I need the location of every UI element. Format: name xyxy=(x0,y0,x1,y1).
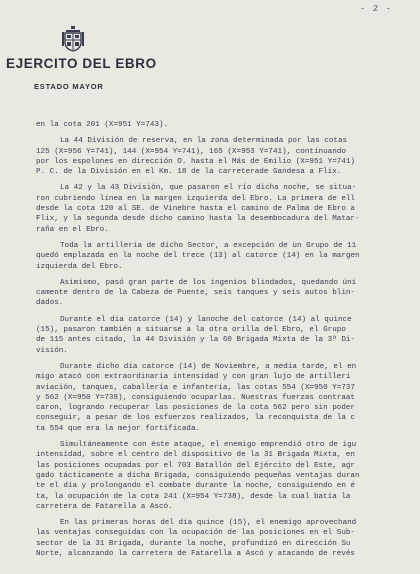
paragraph xyxy=(36,440,416,512)
text-line: por los espolones en dirección O. hasta el Más de Emilio (X=951 Y=741) xyxy=(36,157,355,166)
text-line: migo atacó con extraordinaria intensidad y con gran lujo de artilleri xyxy=(36,373,351,382)
text-line: ta, la ocupación de la cota 241 (X=954 Y=738), desde la cual batía la xyxy=(36,492,351,501)
letterhead-title: EJERCITO DEL EBRO xyxy=(6,56,157,71)
document-body xyxy=(36,120,416,559)
text-line: dados. xyxy=(36,299,64,308)
text-line: las ventajas conseguidas con la ocupación de las posiciones en el Sub- xyxy=(36,529,355,538)
text-line: Durante el día catorce (14) y lanoche del catorce (14) al quince xyxy=(60,315,352,324)
text-line: gado tácticamente a dicha Brigada, consiguiendo pequeñas ventajas duran xyxy=(36,471,360,480)
text-line: y 562 (X=950 Y=738), consiguiendo ocuparlas. Nuestras fuerzas contraat xyxy=(36,393,355,402)
text-line: La 42 y la 43 División, que pasaron el río dicha noche, se situa- xyxy=(60,184,357,193)
text-line: intensidad, sobre el centro del dispositivo de la 31 Brigada Mixta, en xyxy=(36,451,355,460)
text-line: 125 (X=956 Y=741), 144 (X=954 Y=741), 165 (X=953 Y=741), continuando xyxy=(36,147,346,156)
letterhead-subtitle: ESTADO MAYOR xyxy=(34,82,104,91)
text-line: izquierda del Ebro. xyxy=(36,262,123,271)
paragraph xyxy=(36,136,416,177)
text-line: ta 554 que era la mejor fortificada. xyxy=(36,424,201,433)
text-line: La 44 División de reserva, en la zona determinada por las cotas xyxy=(60,137,348,146)
paragraph xyxy=(36,518,416,559)
text-line: las posiciones ocupadas por el 703 Batallón del Ejército del Este, agr xyxy=(36,461,355,470)
text-line: Durante dicho día catorce (14) de Noviembre, a media tarde, el en xyxy=(60,362,357,371)
text-line: Flix, y la segunda desde dicho camino hasta la desembocadura del Matar- xyxy=(36,215,360,224)
text-line: En las primeras horas del día quince (15), el enemigo aprovechand xyxy=(60,519,357,528)
text-line: de 115 antes citado, la 44 División y la 60 Brigada Mixta de la 3ª Di- xyxy=(36,336,355,345)
paragraph xyxy=(36,241,416,272)
text-line: Asimismo, pasó gran parte de los ingenios blindados, quedando úni xyxy=(60,278,357,287)
text-line: carretera de Fatarella a Ascó. xyxy=(36,502,173,511)
paragraph xyxy=(36,120,416,130)
text-line: sector de la 31 Brigada, durante la noche, profundizó en dirección Su xyxy=(36,539,351,548)
text-line: ron cubriendo línea en la margen izquierda del Ebro. La primera de ell xyxy=(36,194,355,203)
page-number: - 2 - xyxy=(359,4,392,14)
text-line: desde la cota 120 al SE. de Vinebre hasta el camino de Palma de Ebro a xyxy=(36,205,355,214)
text-line: en la cota 201 (X=951 Y=743). xyxy=(36,121,169,129)
paragraph xyxy=(36,362,416,434)
text-line: camente dentro de la Cabeza de Puente, seis tanques y seis autos blin- xyxy=(36,289,355,298)
text-line: raña en el Ebro. xyxy=(36,225,109,234)
text-line: quedó emplazada en la noche del trece (13) al catorce (14) en la margen xyxy=(36,252,360,261)
text-line: te el día y prolongando el combate durante la noche, consiguiendo en é xyxy=(36,482,355,491)
text-line: caron, logrando recuperar las posiciones de la cota 562 pero sin poder xyxy=(36,404,355,413)
coat-of-arms-icon xyxy=(62,26,84,52)
text-line: Norte, alcanzando la carretera de Fatarella a Ascó y atacando de revés xyxy=(36,549,355,558)
text-line: aviación, tanques, caballería e infantería, las cotas 554 (X=950 Y=737 xyxy=(36,383,355,392)
text-line: conseguir, a pesar de los esfuerzos realizados, la reconquista de la c xyxy=(36,414,355,423)
paragraph xyxy=(36,183,416,234)
text-line: (15), pasaron también a situarse a la otra orilla del Ebro, el Grupo xyxy=(36,326,346,335)
text-line: Simultáneamente con éste ataque, el enemigo emprendió otro de igu xyxy=(60,441,357,450)
text-line: Toda la artillería de dicho Sector, a excepción de un Grupo de 11 xyxy=(60,241,357,250)
paragraph xyxy=(36,315,416,356)
paragraph xyxy=(36,278,416,309)
text-line: P. C. de la División en el Km. 18 de la carreterade Gandesa a Flix. xyxy=(36,168,342,177)
text-line: visión. xyxy=(36,346,68,355)
